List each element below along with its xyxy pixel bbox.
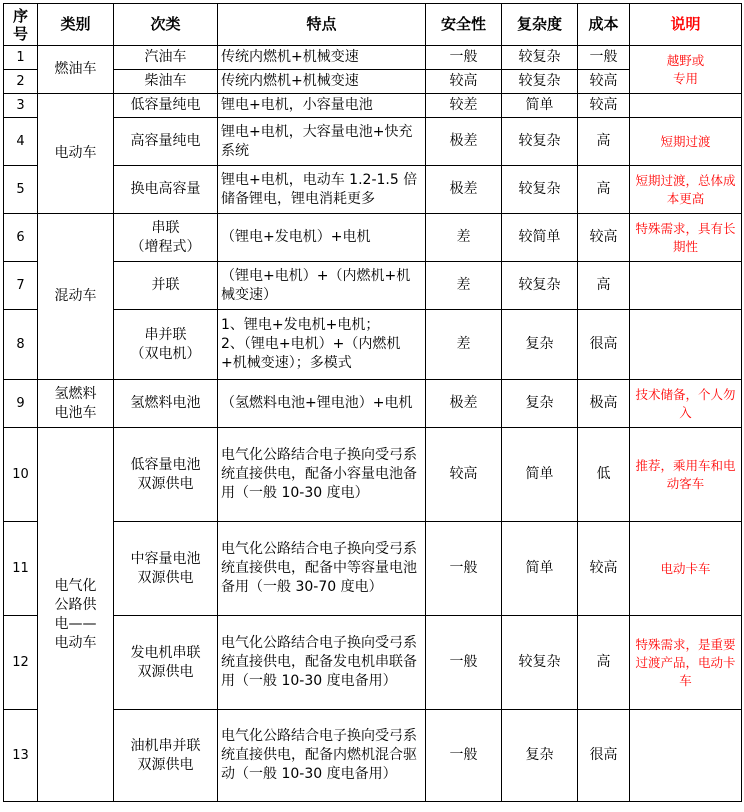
header-row xyxy=(4,4,742,46)
row-cost: 高 xyxy=(578,118,630,166)
row-safety: 差 xyxy=(426,310,502,380)
table-row xyxy=(4,310,742,380)
row-complexity: 复杂 xyxy=(502,380,578,428)
row-complexity: 简单 xyxy=(502,522,578,616)
row-remark: 技术储备，个人勿入 xyxy=(630,380,742,428)
row-seq: 6 xyxy=(4,214,38,262)
row-seq: 10 xyxy=(4,428,38,522)
row-seq: 4 xyxy=(4,118,38,166)
row-remark: 电动卡车 xyxy=(630,522,742,616)
row-remark: 短期过渡 xyxy=(630,118,742,166)
table-row xyxy=(4,710,742,802)
row-cost: 低 xyxy=(578,428,630,522)
row-complexity: 较复杂 xyxy=(502,166,578,214)
row-seq: 2 xyxy=(4,70,38,94)
row-subcategory: 并联 xyxy=(114,262,218,310)
table-row xyxy=(4,428,742,522)
row-subcategory: 低容量电池 双源供电 xyxy=(114,428,218,522)
table-row xyxy=(4,262,742,310)
row-complexity: 较复杂 xyxy=(502,262,578,310)
category-electrified-road: 电气化 公路供 电—— 电动车 xyxy=(38,428,114,802)
row-subcategory: 串联 （增程式） xyxy=(114,214,218,262)
header-features: 特点 xyxy=(218,4,426,46)
header-remarks: 说明 xyxy=(630,4,742,46)
category-hybrid: 混动车 xyxy=(38,214,114,380)
row-seq: 9 xyxy=(4,380,38,428)
row-remark xyxy=(630,310,742,380)
row-features: （锂电+电机）+（内燃机+机械变速） xyxy=(218,262,426,310)
row-complexity: 较简单 xyxy=(502,214,578,262)
table-row xyxy=(4,616,742,710)
row-features: 电气化公路结合电子换向受弓系统直接供电，配备中等容量电池备用（一般 30-70 度电） xyxy=(218,522,426,616)
row-features: 锂电+电机，电动车 1.2-1.5 倍储备锂电，锂电消耗更多 xyxy=(218,166,426,214)
row-remark: 推荐，乘用车和电动客车 xyxy=(630,428,742,522)
category-hydrogen: 氢燃料 电池车 xyxy=(38,380,114,428)
header-cost: 成本 xyxy=(578,4,630,46)
row-remark xyxy=(630,262,742,310)
table-row xyxy=(4,94,742,118)
row-features: 电气化公路结合电子换向受弓系统直接供电，配备内燃机混合驱动（一般 10-30 度电备用） xyxy=(218,710,426,802)
header-safety: 安全性 xyxy=(426,4,502,46)
row-safety: 极差 xyxy=(426,166,502,214)
row-features: 1、锂电+发电机+电机； 2、（锂电+电机）+（内燃机+机械变速）；多模式 xyxy=(218,310,426,380)
row-cost: 较高 xyxy=(578,70,630,94)
row-subcategory: 中容量电池 双源供电 xyxy=(114,522,218,616)
category-fuel: 燃油车 xyxy=(38,46,114,94)
table-row xyxy=(4,380,742,428)
row-remark: 特殊需求，是重要过渡产品，电动卡车 xyxy=(630,616,742,710)
header-subcategory: 次类 xyxy=(114,4,218,46)
row-seq: 13 xyxy=(4,710,38,802)
row-safety: 一般 xyxy=(426,616,502,710)
table-row xyxy=(4,46,742,70)
row-subcategory: 串并联 （双电机） xyxy=(114,310,218,380)
row-features: 锂电+电机，大容量电池+快充系统 xyxy=(218,118,426,166)
row-cost: 极高 xyxy=(578,380,630,428)
row-features: （锂电+发电机）+电机 xyxy=(218,214,426,262)
row-safety: 极差 xyxy=(426,380,502,428)
row-seq: 7 xyxy=(4,262,38,310)
row-subcategory: 低容量纯电 xyxy=(114,94,218,118)
row-cost: 高 xyxy=(578,262,630,310)
row-safety: 差 xyxy=(426,214,502,262)
row-cost: 较高 xyxy=(578,94,630,118)
header-category: 类别 xyxy=(38,4,114,46)
row-subcategory: 发电机串联 双源供电 xyxy=(114,616,218,710)
row-seq: 12 xyxy=(4,616,38,710)
row-cost: 很高 xyxy=(578,710,630,802)
row-remark xyxy=(630,94,742,118)
row-safety: 极差 xyxy=(426,118,502,166)
row-features: 传统内燃机+机械变速 xyxy=(218,70,426,94)
row-safety: 较高 xyxy=(426,428,502,522)
row-remark: 短期过渡，总体成本更高 xyxy=(630,166,742,214)
row-complexity: 简单 xyxy=(502,94,578,118)
row-remark: 特殊需求，具有长期性 xyxy=(630,214,742,262)
category-ev: 电动车 xyxy=(38,94,114,214)
row-cost: 一般 xyxy=(578,46,630,70)
row-complexity: 较复杂 xyxy=(502,616,578,710)
table-row xyxy=(4,118,742,166)
header-complexity: 复杂度 xyxy=(502,4,578,46)
row-safety: 一般 xyxy=(426,522,502,616)
row-cost: 高 xyxy=(578,616,630,710)
row-features: 锂电+电机，小容量电池 xyxy=(218,94,426,118)
row-subcategory: 高容量纯电 xyxy=(114,118,218,166)
row-complexity: 复杂 xyxy=(502,710,578,802)
row-cost: 很高 xyxy=(578,310,630,380)
row-complexity: 较复杂 xyxy=(502,118,578,166)
row-complexity: 较复杂 xyxy=(502,70,578,94)
row-features: 电气化公路结合电子换向受弓系统直接供电，配备发电机串联备用（一般 10-30 度电备用） xyxy=(218,616,426,710)
row-cost: 较高 xyxy=(578,522,630,616)
row-seq: 5 xyxy=(4,166,38,214)
row-safety: 一般 xyxy=(426,46,502,70)
row-safety: 差 xyxy=(426,262,502,310)
row-subcategory: 氢燃料电池 xyxy=(114,380,218,428)
row-cost: 高 xyxy=(578,166,630,214)
row-complexity: 较复杂 xyxy=(502,46,578,70)
table-row xyxy=(4,522,742,616)
row-complexity: 复杂 xyxy=(502,310,578,380)
vehicle-comparison-table xyxy=(3,3,742,802)
table-row xyxy=(4,166,742,214)
row-features: 电气化公路结合电子换向受弓系统直接供电，配备小容量电池备用（一般 10-30 度电） xyxy=(218,428,426,522)
row-subcategory: 汽油车 xyxy=(114,46,218,70)
row-safety: 较高 xyxy=(426,70,502,94)
row-subcategory: 油机串并联 双源供电 xyxy=(114,710,218,802)
row-seq: 8 xyxy=(4,310,38,380)
row-safety: 较差 xyxy=(426,94,502,118)
row-complexity: 简单 xyxy=(502,428,578,522)
row-seq: 3 xyxy=(4,94,38,118)
row-subcategory: 换电高容量 xyxy=(114,166,218,214)
row-remark-fuel: 越野或 专用 xyxy=(630,46,742,94)
row-features: 传统内燃机+机械变速 xyxy=(218,46,426,70)
row-safety: 一般 xyxy=(426,710,502,802)
row-seq: 1 xyxy=(4,46,38,70)
row-remark xyxy=(630,710,742,802)
row-features: （氢燃料电池+锂电池）+电机 xyxy=(218,380,426,428)
header-seq: 序 号 xyxy=(4,4,38,46)
row-seq: 11 xyxy=(4,522,38,616)
row-cost: 较高 xyxy=(578,214,630,262)
table-row xyxy=(4,214,742,262)
row-subcategory: 柴油车 xyxy=(114,70,218,94)
